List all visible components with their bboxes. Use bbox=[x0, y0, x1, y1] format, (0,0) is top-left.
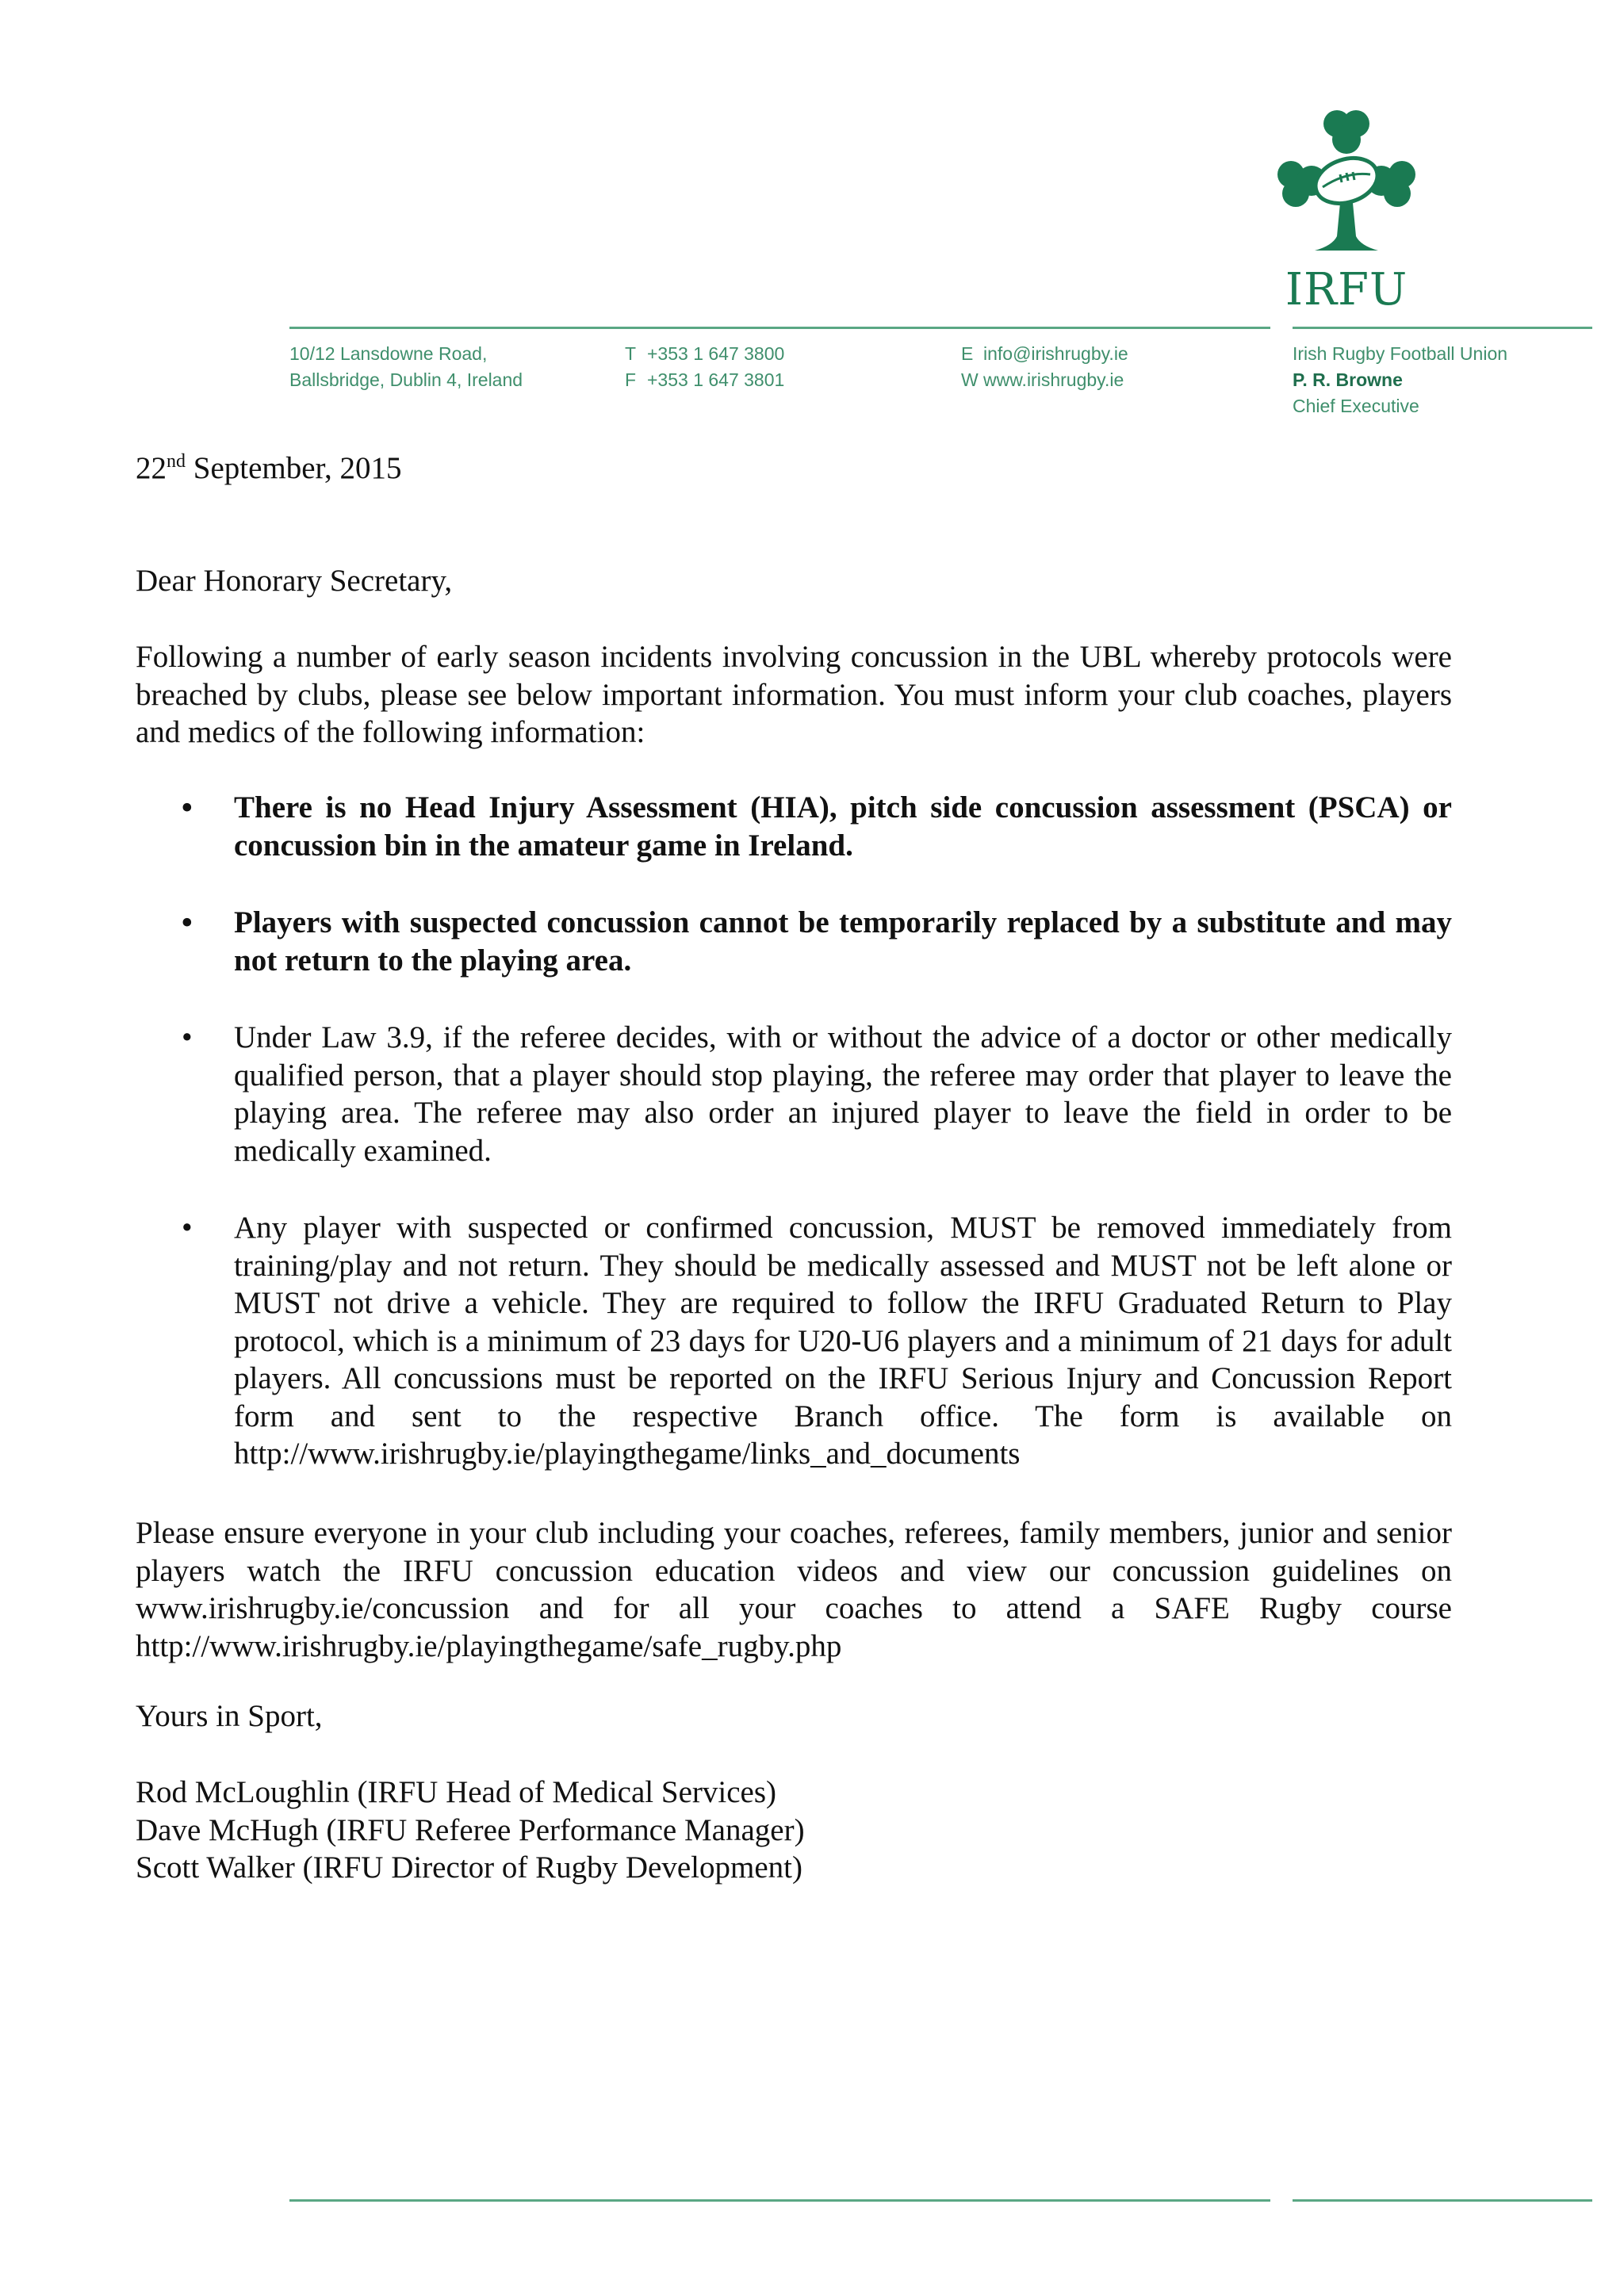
bullet-icon: • bbox=[182, 905, 193, 939]
address-line: 10/12 Lansdowne Road, bbox=[289, 343, 488, 364]
telephone-number: +353 1 647 3800 bbox=[647, 343, 785, 364]
bullet-list bbox=[136, 789, 1452, 1513]
fax-number: +353 1 647 3801 bbox=[647, 369, 785, 390]
date-day: 22 bbox=[136, 451, 167, 485]
header-rule bbox=[289, 327, 1270, 329]
closing-paragraph: Please ensure everyone in your club including your coaches, referees, family members, junior and senior players watch the IRFU concussion education videos and view our concussion guidelines on www.irishrugby.ie/concussion and for all your coaches to attend a SAFE Rugby course http://www.irishrugby.ie/playingthegame/safe_rugby.php bbox=[136, 1516, 1452, 1663]
letter-date bbox=[136, 450, 401, 486]
bullet-text: Under Law 3.9, if the referee decides, with or without the advice of a doctor or other medically qualified person, that a player should stop playing, the referee may order that player to leave the playing area. The referee may also order an injured player to leave the field in order to be medically examined. bbox=[234, 1020, 1452, 1168]
intro-paragraph: Following a number of early season incidents involving concussion in the UBL whereby protocols were breached by clubs, please see below important information. You must inform your club coaches, players and medics of the following information: bbox=[136, 640, 1452, 749]
email-label: E bbox=[961, 343, 974, 364]
ceo-name: P. R. Browne bbox=[1293, 369, 1403, 390]
telephone-label: T bbox=[625, 343, 637, 364]
list-item bbox=[136, 1209, 1452, 1473]
address-block bbox=[289, 341, 523, 393]
web-address: www.irishrugby.ie bbox=[983, 369, 1124, 390]
header-rule-right bbox=[1293, 327, 1592, 329]
bullet-text: Players with suspected concussion cannot be temporarily replaced by a substitute and may not return to the playing area. bbox=[234, 905, 1452, 978]
signatories bbox=[136, 1774, 1452, 1887]
organisation-name: Irish Rugby Football Union bbox=[1293, 343, 1508, 364]
signatory-line: Dave McHugh (IRFU Referee Performance Manager) bbox=[136, 1812, 805, 1847]
salutation: Dear Honorary Secretary, bbox=[136, 564, 453, 598]
bullet-text: Any player with suspected or confirmed concussion, MUST be removed immediately from training/play and not return. They should be medically assessed and MUST not be left alone or MUST not drive a vehicle. They are required to follow the IRFU Graduated Return to Play protocol, which is a minimum of 23 days for U20-U6 players and a minimum of 21 days for adult players. All concussions must be reported on the IRFU Serious Injury and Concussion Report form and sent to the respective Branch office. The form is available on http://www.irishrugby.ie/playingthegame/links_and_documents bbox=[234, 1211, 1452, 1471]
list-item bbox=[136, 904, 1452, 979]
web-label: W bbox=[961, 369, 979, 390]
shamrock-rugby-ball-icon bbox=[1267, 101, 1426, 260]
list-item bbox=[136, 789, 1452, 864]
phone-block bbox=[625, 341, 784, 393]
email-address: info@irishrugby.ie bbox=[983, 343, 1128, 364]
ceo-title: Chief Executive bbox=[1293, 396, 1419, 416]
signatory-line: Rod McLoughlin (IRFU Head of Medical Services) bbox=[136, 1775, 776, 1809]
date-rest: September, 2015 bbox=[186, 451, 402, 485]
fax-label: F bbox=[625, 369, 637, 390]
bullet-icon: • bbox=[182, 1020, 193, 1054]
footer-rule-right bbox=[1293, 2199, 1592, 2202]
irfu-wordmark: IRFU bbox=[1285, 264, 1408, 316]
signatory-line: Scott Walker (IRFU Director of Rugby Development) bbox=[136, 1850, 802, 1885]
address-line: Ballsbridge, Dublin 4, Ireland bbox=[289, 369, 523, 390]
date-suffix: nd bbox=[167, 451, 186, 472]
bullet-icon: • bbox=[182, 1211, 193, 1245]
organisation-block bbox=[1293, 341, 1507, 419]
bullet-icon: • bbox=[182, 790, 193, 825]
irfu-logo bbox=[1267, 101, 1426, 316]
signoff: Yours in Sport, bbox=[136, 1699, 323, 1733]
footer-rule bbox=[289, 2199, 1270, 2202]
list-item bbox=[136, 1019, 1452, 1169]
contact-block bbox=[961, 341, 1128, 393]
bullet-text: There is no Head Injury Assessment (HIA), pitch side concussion assessment (PSCA) or concussion bin in the amateur game in Ireland. bbox=[234, 790, 1452, 863]
